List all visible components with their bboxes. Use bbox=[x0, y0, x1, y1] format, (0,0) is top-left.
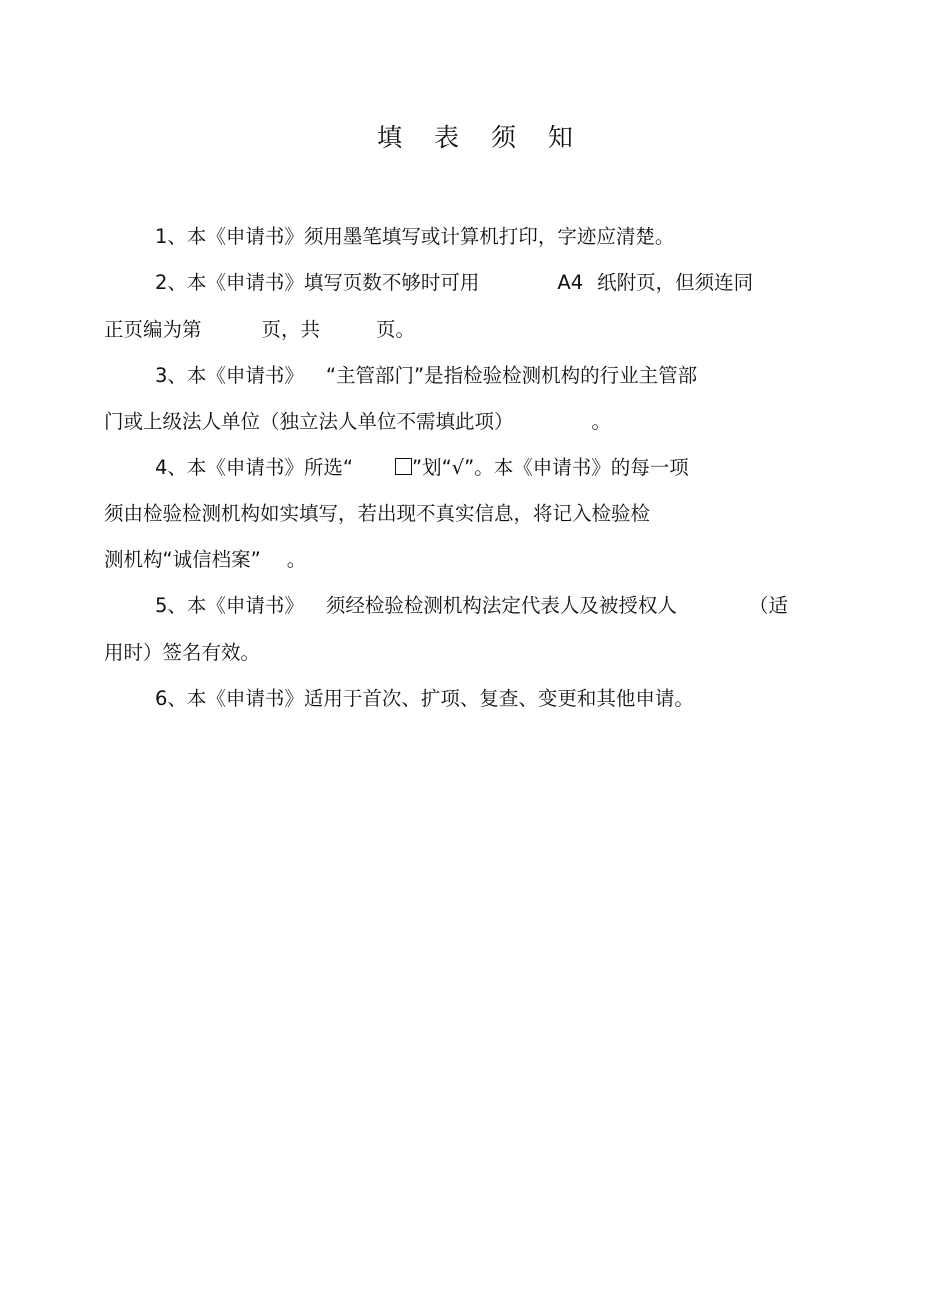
item-4-text-e: 。 bbox=[286, 548, 307, 571]
item-5-text-b: 须经检验检测机构法定代表人及被授权人 bbox=[325, 594, 677, 617]
item-4-line-2 bbox=[104, 499, 650, 529]
item-3-line-1 bbox=[155, 361, 697, 391]
checkbox-icon bbox=[395, 458, 412, 475]
item-4-text-d: 测机构“诚信档案” bbox=[104, 548, 261, 571]
item-2-text-f: 页。 bbox=[376, 318, 416, 341]
item-4-text-a: 4、本《申请书》所选“ bbox=[155, 456, 354, 479]
item-6-text: 6、本《申请书》适用于首次、扩项、复查、变更和其他申请。 bbox=[155, 687, 694, 710]
item-2-text-e: 页，共 bbox=[261, 318, 321, 341]
item-4-line-3 bbox=[104, 545, 306, 575]
item-2-text-c: 纸附页，但须连同 bbox=[597, 271, 754, 294]
item-6 bbox=[155, 684, 694, 714]
item-2-text-a: 2、本《申请书》填写页数不够时可用 bbox=[155, 271, 480, 294]
item-3-text-c: 门或上级法人单位（独立法人单位不需填此项） bbox=[104, 410, 514, 433]
item-5-line-1 bbox=[155, 591, 788, 621]
item-1 bbox=[155, 222, 674, 252]
item-2-paper-size: A4 bbox=[557, 271, 584, 294]
item-3-text-d: 。 bbox=[591, 410, 612, 433]
item-5-text-a: 5、本《申请书》 bbox=[155, 594, 304, 617]
item-1-text: 1、本《申请书》须用墨笔填写或计算机打印，字迹应清楚。 bbox=[155, 225, 675, 248]
item-4-text-c: 须由检验检测机构如实填写，若出现不真实信息，将记入检验检 bbox=[104, 502, 651, 525]
item-2-text-d: 正页编为第 bbox=[104, 318, 202, 341]
item-5-text-d: 用时）签名有效。 bbox=[104, 641, 261, 664]
item-5-line-2 bbox=[104, 638, 260, 668]
item-2-line-1 bbox=[155, 268, 753, 298]
item-4-line-1 bbox=[155, 453, 689, 483]
page-title: 填 表 须 知 bbox=[377, 123, 585, 152]
item-5-text-c: （适 bbox=[748, 594, 788, 617]
item-3-line-2 bbox=[104, 407, 611, 437]
item-3-text-b: “主管部门”是指检验检测机构的行业主管部 bbox=[325, 364, 698, 387]
item-2-line-2 bbox=[104, 315, 415, 345]
item-3-text-a: 3、本《申请书》 bbox=[155, 364, 304, 387]
item-4-text-b: ”划“√”。本《申请书》的每一项 bbox=[412, 456, 689, 479]
